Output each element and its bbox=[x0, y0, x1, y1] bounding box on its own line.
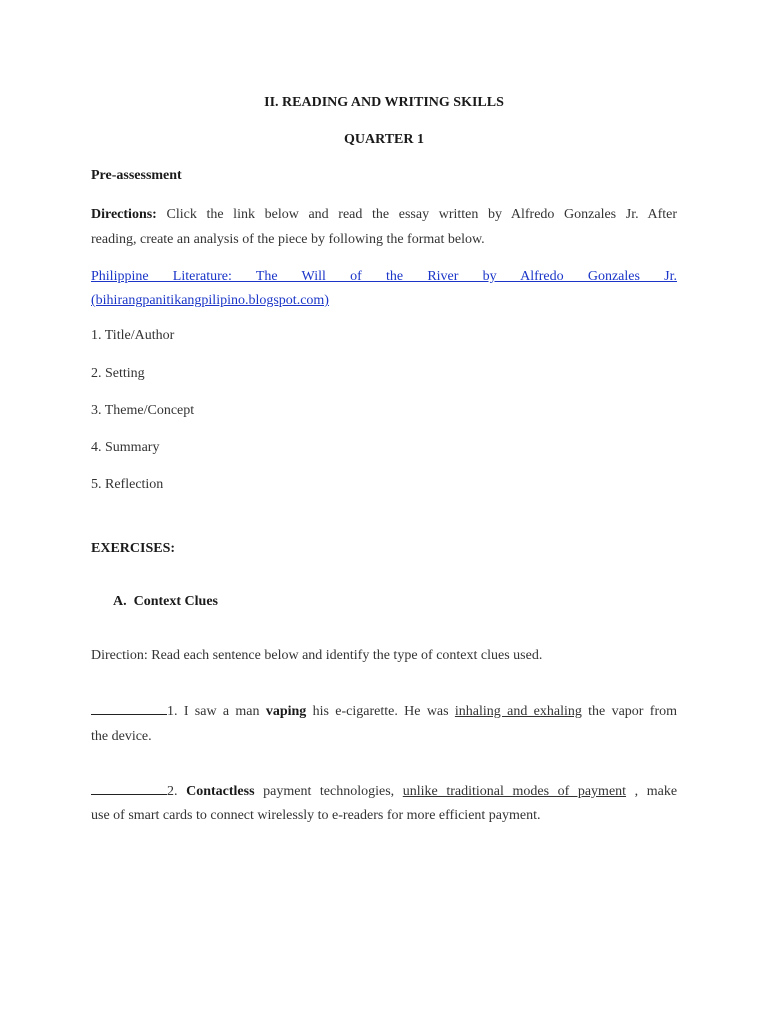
direction-instruction: Direction: Read each sentence below and identify the type of context clues used. bbox=[91, 648, 543, 663]
item-1-prefix bbox=[91, 704, 266, 719]
format-item-reflection: 5. Reflection bbox=[91, 477, 164, 492]
item-1-number: 1. I saw a man bbox=[167, 704, 266, 719]
directions-line-2: reading, create an analysis of the piece by following the format below. bbox=[91, 232, 485, 247]
section-a-letter: A. bbox=[113, 594, 127, 609]
item-2-bold-word: Contactless bbox=[186, 784, 255, 799]
item-2-number: 2. bbox=[167, 784, 187, 799]
item-2-mid: payment technologies, bbox=[263, 784, 403, 799]
format-item-setting: 2. Setting bbox=[91, 366, 145, 381]
directions-label: Directions: bbox=[91, 207, 157, 222]
section-a-title: Context Clues bbox=[133, 594, 219, 609]
item-2-end: , make bbox=[634, 784, 677, 799]
item-2-line-2: use of smart cards to connect wirelessly to e-readers for more efficient payment. bbox=[91, 808, 541, 823]
exercises-heading: EXERCISES: bbox=[91, 541, 176, 556]
format-item-summary: 4. Summary bbox=[91, 440, 160, 455]
item-1-mid: his e-cigarette. He was bbox=[312, 704, 455, 719]
answer-blank-2[interactable] bbox=[91, 782, 167, 795]
directions-text-1: Click the link below and read the essay written by Alfredo Gonzales Jr. After bbox=[166, 207, 677, 222]
essay-link-line-1[interactable]: Philippine Literature: The Will of the River by Alfredo Gonzales Jr. bbox=[91, 269, 677, 284]
item-1-bold-word: vaping bbox=[265, 704, 307, 719]
item-1-end: the vapor from bbox=[588, 704, 677, 719]
section-a-heading bbox=[113, 594, 218, 610]
item-2-underlined-clue: unlike traditional modes of payment bbox=[402, 784, 627, 799]
answer-blank-1[interactable] bbox=[91, 702, 167, 715]
format-item-theme: 3. Theme/Concept bbox=[91, 403, 195, 418]
item-1-line-2: the device. bbox=[91, 729, 152, 744]
quarter-heading: QUARTER 1 bbox=[343, 132, 424, 147]
format-item-title-author: 1. Title/Author bbox=[91, 328, 175, 343]
item-1-underlined-clue: inhaling and exhaling bbox=[454, 704, 582, 719]
item-2-prefix bbox=[91, 784, 186, 799]
pre-assessment-heading: Pre-assessment bbox=[91, 168, 182, 183]
essay-link-line-2[interactable]: (bihirangpanitikangpilipino.blogspot.com) bbox=[91, 293, 329, 308]
document-heading: II. READING AND WRITING SKILLS bbox=[264, 95, 504, 110]
item-1-line-1 bbox=[91, 702, 677, 720]
directions-line-1 bbox=[91, 206, 677, 224]
item-2-line-1 bbox=[91, 782, 677, 800]
